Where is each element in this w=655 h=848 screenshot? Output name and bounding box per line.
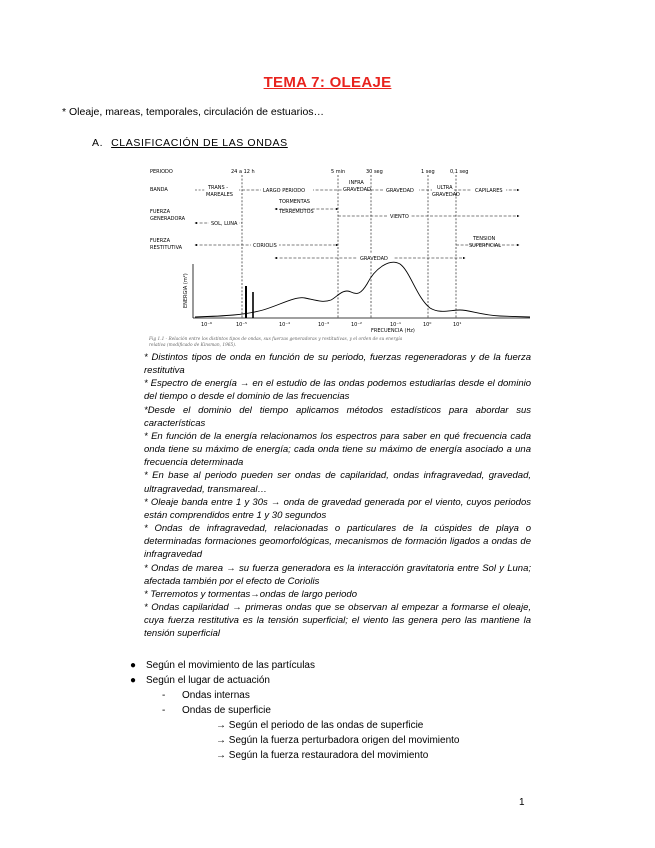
list-item-text: → Según el periodo de las ondas de superficie bbox=[216, 720, 424, 731]
intro-line: * Oleaje, mareas, temporales, circulación de estuarios… bbox=[62, 106, 325, 118]
x-tick-6: 10⁻¹ bbox=[390, 322, 402, 328]
period-01s: 0,1 seg bbox=[450, 169, 469, 175]
band-ultra-2: GRAVEDAD bbox=[432, 192, 460, 198]
paragraph: * Distintos tipos de onda en función de su periodo, fuerzas regeneradoras y de la fuerza restitutiva bbox=[144, 352, 531, 377]
section-a-heading bbox=[92, 137, 288, 149]
force-coriolis: CORIOLIS bbox=[253, 243, 277, 249]
band-infra-2: GRAVEDAD bbox=[343, 187, 371, 193]
figure-caption-2: relativa (modificado de Kinsman, 1965). bbox=[149, 343, 237, 348]
paragraph: *Desde el dominio del tiempo aplicamos métodos estadísticos para abordar sus características bbox=[144, 404, 531, 429]
force-gravedad: GRAVEDAD bbox=[360, 256, 388, 262]
bullet-icon: ● bbox=[130, 675, 137, 686]
page-title: TEMA 7: OLEAJE bbox=[263, 74, 392, 91]
list-item-text: → Según la fuerza restauradora del movimiento bbox=[216, 750, 429, 761]
dash-icon: - bbox=[162, 690, 166, 701]
period-30s: 30 seg bbox=[366, 169, 383, 175]
band-infra-1: INFRA bbox=[349, 180, 364, 186]
force-tension-2: SUPERFICIAL bbox=[469, 243, 502, 249]
x-tick-8: 10¹ bbox=[453, 322, 462, 328]
bullet-icon: ● bbox=[130, 660, 137, 671]
figure-caption-1: Fig 1.1 - Relación entre los distintos tipos de ondas, sus fuerzas generadoras y restitutivas, y el orden de su energía bbox=[149, 337, 403, 342]
band-trans-1: TRANS - bbox=[208, 185, 229, 191]
paragraph: * En base al periodo pueden ser ondas de capilaridad, ondas infragravedad, gravedad, ultragravedad, transmareal… bbox=[144, 470, 531, 495]
list-item-text: Según el lugar de actuación bbox=[146, 675, 270, 686]
band-largo-periodo: LARGO PERIODO bbox=[263, 188, 306, 194]
force-sol-luna: SOL, LUNA bbox=[211, 221, 238, 227]
paragraph: * Ondas capilaridad → primeras ondas que se observan al empezar a formarse el oleaje, cuya fuerza restitutiva es la tensión superficial; el viento las genera pero las mantiene la tensión superficial bbox=[144, 601, 531, 640]
band-ultra-1: ULTRA bbox=[437, 185, 453, 191]
x-tick-3: 10⁻⁴ bbox=[279, 322, 291, 328]
period-5min: 5 min bbox=[331, 169, 346, 175]
force-terremotos: TERREMOTOS bbox=[279, 209, 314, 215]
wave-classification-figure bbox=[145, 160, 540, 350]
dash-icon: - bbox=[162, 705, 166, 716]
section-a-label: CLASIFICACIÓN DE LAS ONDAS bbox=[111, 137, 288, 149]
x-tick-5: 10⁻² bbox=[351, 322, 363, 328]
x-tick-7: 10⁰ bbox=[423, 322, 432, 328]
label-energia: ENERGIA (m²) bbox=[183, 273, 189, 308]
list-item-text: Ondas de superficie bbox=[182, 705, 271, 716]
band-trans-2: MAREALES bbox=[206, 192, 233, 198]
force-tormentas: TORMENTAS bbox=[279, 199, 310, 205]
x-tick-1: 10⁻⁶ bbox=[201, 322, 213, 328]
x-tick-4: 10⁻³ bbox=[318, 322, 330, 328]
list-item-text: → Según la fuerza perturbadora origen del movimiento bbox=[216, 735, 460, 746]
page-number: 1 bbox=[519, 797, 525, 808]
paragraph: * Terremotos y tormentas→ondas de largo periodo bbox=[144, 588, 357, 600]
label-fuerza-res-2: RESTITUTIVA bbox=[150, 245, 183, 251]
band-capilares: CAPILARES bbox=[475, 188, 503, 194]
force-tension-1: TENSION bbox=[473, 236, 496, 242]
label-fuerza-gen-1: FUERZA bbox=[150, 209, 171, 215]
label-fuerza-res-1: FUERZA bbox=[150, 238, 171, 244]
period-24h: 24 a 12 h bbox=[231, 169, 255, 175]
period-1s: 1 seg bbox=[421, 169, 435, 175]
paragraph: * En función de la energía relacionamos los espectros para saber en qué frecuencia cada onda tiene su máximo de energía; cada onda tiene su máximo de energía asociado a una frecuencia determinada bbox=[144, 430, 531, 469]
label-fuerza-gen-2: GENERADORA bbox=[150, 216, 186, 222]
paragraph: * Ondas de infragravedad, relacionadas o particulares de la cúspides de playa o determinadas formaciones geomorfológicas, mecanismos de formación ligados a ondas de infragravedad bbox=[144, 523, 531, 561]
list-item-text: Según el movimiento de las partículas bbox=[146, 660, 315, 671]
body-paragraphs bbox=[144, 351, 531, 640]
x-axis-label: FRECUENCIA (Hz) bbox=[371, 328, 415, 334]
x-tick-2: 10⁻⁵ bbox=[236, 322, 248, 328]
paragraph: * Espectro de energía → en el estudio de las ondas podemos estudiarlas desde el dominio del tiempo o desde el dominio de las frecuencias bbox=[144, 378, 531, 403]
list-item-text: Ondas internas bbox=[182, 690, 250, 701]
force-viento: VIENTO bbox=[390, 214, 409, 220]
band-gravedad: GRAVEDAD bbox=[386, 188, 414, 194]
section-a-letter: A. bbox=[92, 137, 104, 149]
label-banda: BANDA bbox=[150, 187, 168, 193]
paragraph: * Oleaje banda entre 1 y 30s → onda de gravedad generada por el viento, cuyos periodos están comprendidos entre 1 y 30 segundos bbox=[144, 496, 531, 521]
label-periodo: PERIODO bbox=[150, 169, 173, 175]
paragraph: * Ondas de marea → su fuerza generadora es la interacción gravitatoria entre Sol y Luna; afectada también por el efecto de Coriolis bbox=[144, 562, 531, 587]
